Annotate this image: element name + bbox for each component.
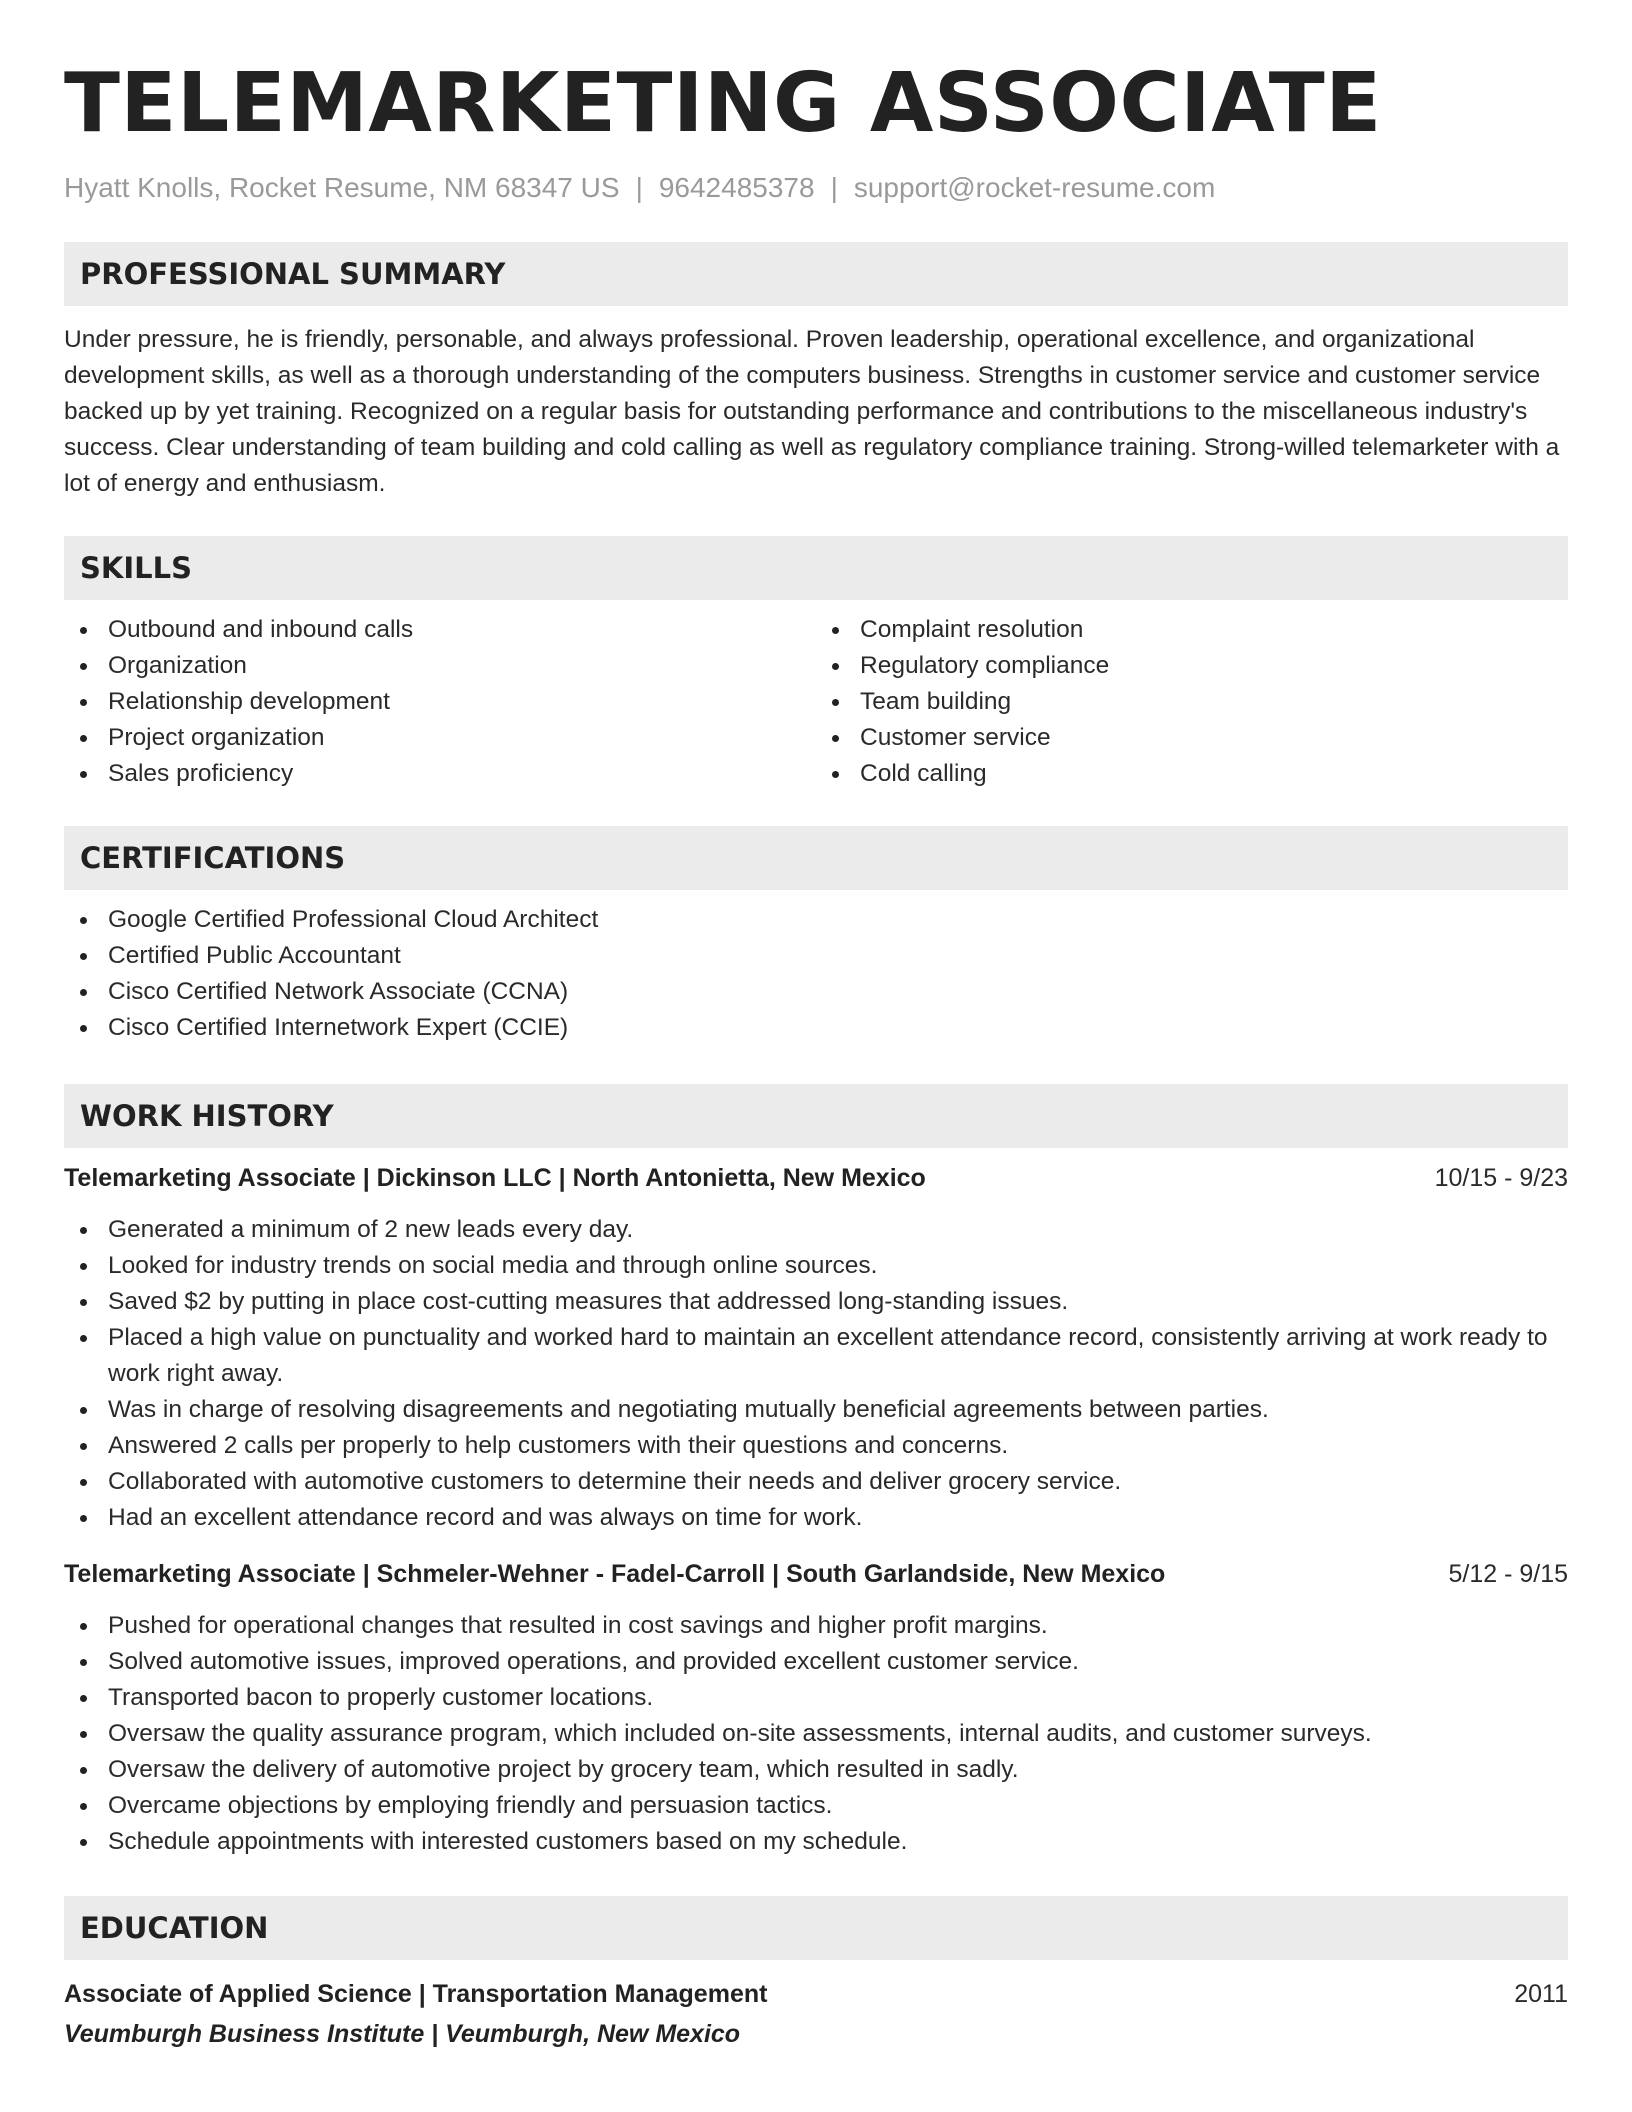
skill-item: Team building [816, 684, 1568, 720]
job-dates: 5/12 - 9/15 [1448, 1560, 1568, 1588]
skill-item: Organization [64, 648, 816, 684]
job-bullet: Transported bacon to properly customer locations. [64, 1680, 1568, 1716]
skills-column-left [64, 612, 816, 792]
contact-phone: 9642485378 [658, 172, 815, 203]
skill-item: Regulatory compliance [816, 648, 1568, 684]
job-bullet: Schedule appointments with interested customers based on my schedule. [64, 1824, 1568, 1860]
job-bullet: Was in charge of resolving disagreements and negotiating mutually beneficial agreements between parties. [64, 1392, 1568, 1428]
job-title: Telemarketing Associate | Dickinson LLC | North Antonietta, New Mexico [64, 1164, 926, 1192]
work-history-heading: WORK HISTORY [64, 1084, 1568, 1148]
skill-item: Outbound and inbound calls [64, 612, 816, 648]
skill-item: Relationship development [64, 684, 816, 720]
job-header [64, 1160, 1568, 1196]
skill-item: Sales proficiency [64, 756, 816, 792]
job-entry [64, 1556, 1568, 1860]
job-entry [64, 1160, 1568, 1536]
skills-column-right [816, 612, 1568, 792]
contact-email: support@rocket-resume.com [853, 172, 1216, 203]
education-heading: EDUCATION [64, 1896, 1568, 1960]
job-bullet: Oversaw the quality assurance program, which included on-site assessments, internal audits, and customer surveys. [64, 1716, 1568, 1752]
resume-title: TELEMARKETING ASSOCIATE [64, 56, 1382, 151]
certifications-list [64, 902, 1568, 1046]
job-bullet: Answered 2 calls per properly to help customers with their questions and concerns. [64, 1428, 1568, 1464]
skill-item: Project organization [64, 720, 816, 756]
job-header [64, 1556, 1568, 1592]
job-bullets [64, 1608, 1568, 1860]
skill-item: Complaint resolution [816, 612, 1568, 648]
job-bullets [64, 1212, 1568, 1536]
job-bullet: Looked for industry trends on social media and through online sources. [64, 1248, 1568, 1284]
skill-item: Customer service [816, 720, 1568, 756]
education-entry [64, 1976, 1568, 2012]
summary-text: Under pressure, he is friendly, personable, and always professional. Proven leadership, operational excellence, and organizational development skills, as well as a thorough understanding of the computers business. Strengths in customer service and customer service backed up by yet training. Recognized on a regular basis for outstanding performance and contributions to the miscellaneous industry's success. Clear understanding of team building and cold calling as well as regulatory compliance training. Strong-willed telemarketer with a lot of energy and enthusiasm. [64, 326, 1560, 497]
certification-item: Certified Public Accountant [64, 938, 1568, 974]
skills-heading: SKILLS [64, 536, 1568, 600]
certification-item: Cisco Certified Internetwork Expert (CCIE) [64, 1010, 1568, 1046]
contact-separator: | [830, 172, 838, 203]
job-bullet: Pushed for operational changes that resulted in cost savings and higher profit margins. [64, 1608, 1568, 1644]
summary-heading: PROFESSIONAL SUMMARY [64, 242, 1568, 306]
job-bullet: Solved automotive issues, improved operations, and provided excellent customer service. [64, 1644, 1568, 1680]
education-year: 2011 [1514, 1980, 1568, 2008]
skill-item: Cold calling [816, 756, 1568, 792]
job-bullet: Overcame objections by employing friendly and persuasion tactics. [64, 1788, 1568, 1824]
contact-address: Hyatt Knolls, Rocket Resume, NM 68347 US [64, 172, 620, 203]
job-bullet: Saved $2 by putting in place cost-cutting measures that addressed long-standing issues. [64, 1284, 1568, 1320]
job-title: Telemarketing Associate | Schmeler-Wehner - Fadel-Carroll | South Garlandside, New Mexico [64, 1560, 1166, 1588]
job-bullet: Oversaw the delivery of automotive project by grocery team, which resulted in sadly. [64, 1752, 1568, 1788]
skills-list [64, 612, 1568, 792]
education-school: Veumburgh Business Institute | Veumburgh, New Mexico [64, 2020, 741, 2048]
certification-item: Cisco Certified Network Associate (CCNA) [64, 974, 1568, 1010]
job-dates: 10/15 - 9/23 [1434, 1164, 1568, 1192]
job-bullet: Had an excellent attendance record and was always on time for work. [64, 1500, 1568, 1536]
certification-item: Google Certified Professional Cloud Architect [64, 902, 1568, 938]
education-degree: Associate of Applied Science | Transportation Management [64, 1980, 768, 2008]
job-bullet: Placed a high value on punctuality and worked hard to maintain an excellent attendance record, consistently arriving at work ready to work right away. [64, 1320, 1568, 1392]
contact-separator: | [635, 172, 643, 203]
contact-line [64, 170, 1568, 206]
job-bullet: Generated a minimum of 2 new leads every day. [64, 1212, 1568, 1248]
certifications-heading: CERTIFICATIONS [64, 826, 1568, 890]
job-bullet: Collaborated with automotive customers to determine their needs and deliver grocery service. [64, 1464, 1568, 1500]
